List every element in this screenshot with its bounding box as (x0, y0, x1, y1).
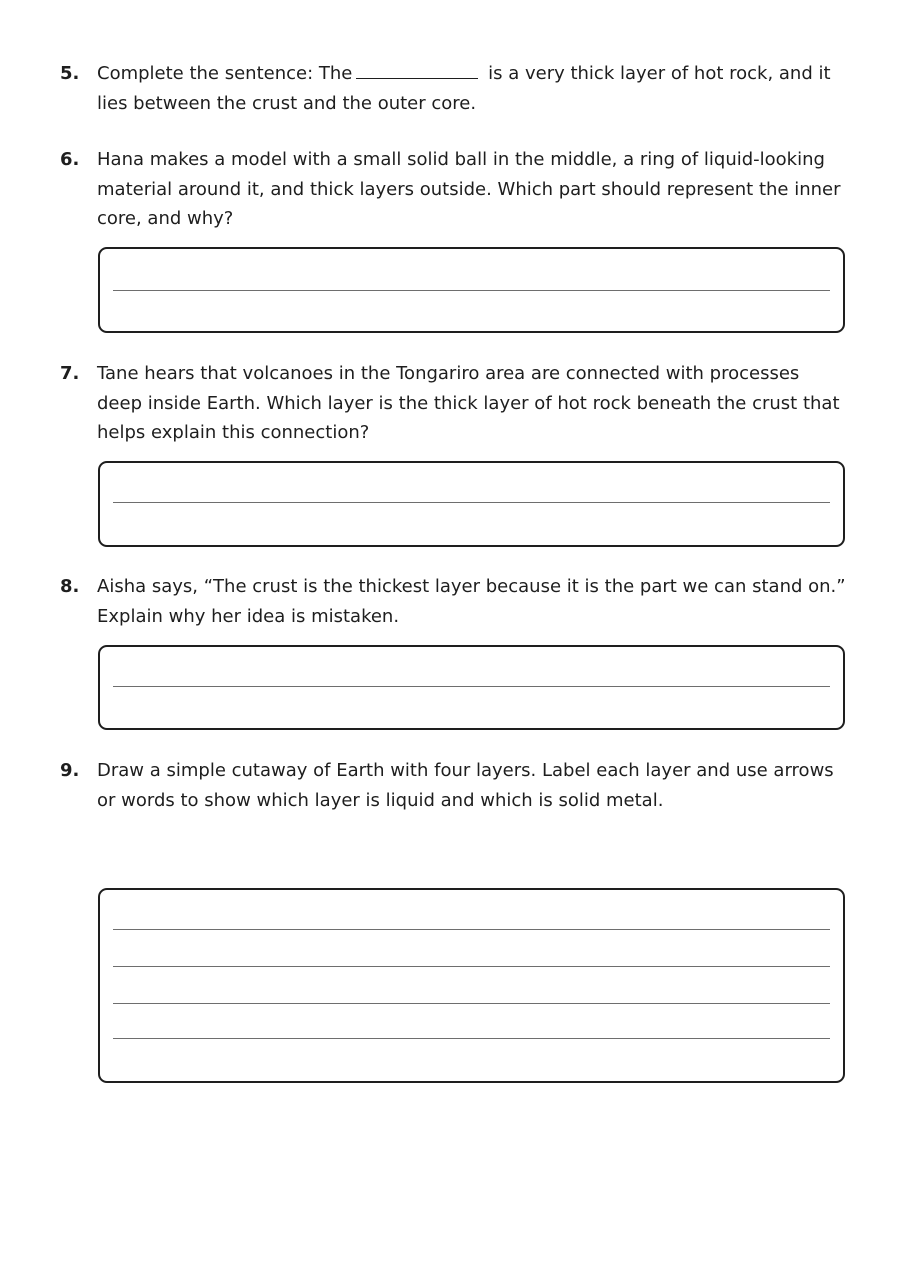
question-number: 8. (60, 576, 80, 597)
question-number: 6. (60, 149, 80, 170)
answer-line (113, 966, 830, 967)
fill-in-blank[interactable] (356, 60, 478, 79)
answer-line (113, 929, 830, 930)
question-text (97, 59, 847, 118)
question-text: Draw a simple cutaway of Earth with four layers. Label each layer and use arrows or words to show which layer is liquid and which is solid metal. (97, 760, 834, 811)
question-number: 5. (60, 63, 80, 84)
question-number: 9. (60, 760, 80, 781)
answer-line (113, 1003, 830, 1004)
answer-box-7[interactable] (98, 461, 845, 547)
question-text-after-blank: is a very thick layer of hot rock, and it lies between the crust and the outer core. (97, 63, 831, 114)
question-text-before-blank: Complete the sentence: The (97, 63, 353, 84)
answer-box-8[interactable] (98, 645, 845, 730)
question-text: Tane hears that volcanoes in the Tongariro area are connected with processes deep inside Earth. Which layer is the thick layer of hot rock beneath the crust that helps explain this connection? (97, 363, 840, 443)
answer-line (113, 502, 830, 503)
question-number: 7. (60, 363, 80, 384)
answer-line (113, 290, 830, 291)
question-text: Hana makes a model with a small solid ball in the middle, a ring of liquid-looking material around it, and thick layers outside. Which part should represent the inner core, and why? (97, 149, 841, 229)
answer-line (113, 1038, 830, 1039)
question-text: Aisha says, “The crust is the thickest layer because it is the part we can stand on.” Explain why her idea is mistaken. (97, 576, 846, 627)
answer-line (113, 686, 830, 687)
answer-box-6[interactable] (98, 247, 845, 333)
answer-box-9[interactable] (98, 888, 845, 1083)
